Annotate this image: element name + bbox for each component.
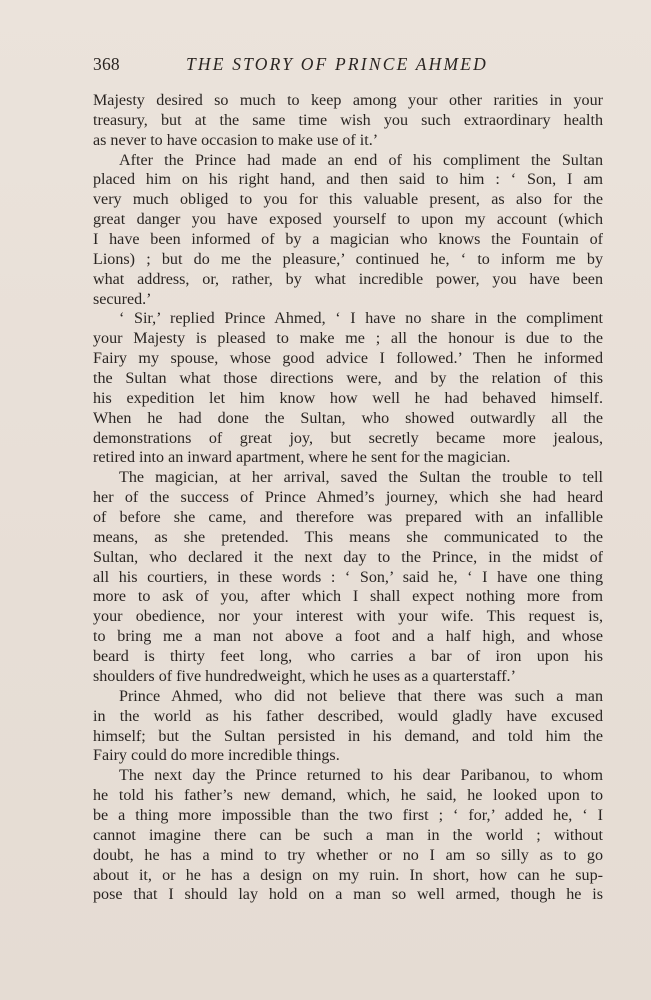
text-line: means, as she pretended. This means she communicated to the <box>93 528 603 546</box>
text-line: to bring me a man not above a foot and a half high, and whose <box>93 628 603 646</box>
text-line: all his courtiers, in these words : ‘ Son,’ said he, ‘ I have one thing <box>93 568 603 586</box>
text-line: about it, or he has a design on my ruin. In short, how can he sup- <box>93 866 603 884</box>
text-line: the Sultan what those directions were, and by the relation of this <box>93 370 603 388</box>
text-line: shoulders of five hundredweight, which he uses as a quarterstaff.’ <box>93 667 516 685</box>
text-line: After the Prince had made an end of his compliment the Sultan <box>119 151 603 169</box>
text-line: ‘ Sir,’ replied Prince Ahmed, ‘ I have no share in the compliment <box>119 310 603 328</box>
text-line: as never to have occasion to make use of it.’ <box>93 131 379 149</box>
text-line: your obedience, nor your interest with your wife. This request is, <box>93 608 603 626</box>
running-title: THE STORY OF PRINCE AHMED <box>186 54 488 74</box>
text-line: beard is thirty feet long, who carries a bar of iron upon his <box>93 648 603 666</box>
text-line: Majesty desired so much to keep among your other rarities in your <box>93 92 603 109</box>
text-line: placed him on his right hand, and then said to him : ‘ Son, I am <box>93 171 603 189</box>
text-line: what address, or, rather, by what incredible power, you have been <box>93 270 603 288</box>
text-line: I have been informed of by a magician who knows the Fountain of <box>93 231 603 249</box>
text-line: more to ask of you, after which I shall expect nothing more from <box>93 588 603 606</box>
text-line: The next day the Prince returned to his dear Paribanou, to whom <box>119 767 603 785</box>
text-line: secured.’ <box>93 290 152 308</box>
text-line: demonstrations of great joy, but secretly became more jealous, <box>93 429 603 447</box>
text-line: Sultan, who declared it the next day to the Prince, in the midst of <box>93 548 603 566</box>
text-line: he told his father’s new demand, which, he said, he looked upon to <box>93 787 603 805</box>
text-line: your Majesty is pleased to make me ; all the honour is due to the <box>93 330 603 348</box>
text-line: When he had done the Sultan, who showed outwardly all the <box>93 409 603 427</box>
text-line: retired into an inward apartment, where he sent for the magician. <box>93 449 511 467</box>
body-text <box>93 91 603 905</box>
text-line: very much obliged to you for this valuable present, as also for the <box>93 191 603 209</box>
text-line: in the world as his father described, would gladly have excused <box>93 707 603 725</box>
text-line: great danger you have exposed yourself to upon my account (which <box>93 211 603 229</box>
text-line: Fairy could do more incredible things. <box>93 747 340 765</box>
text-line: doubt, he has a mind to try whether or no I am so silly as to go <box>93 846 603 864</box>
text-line: of before she came, and therefore was prepared with an infallible <box>93 509 603 527</box>
text-line: treasury, but at the same time wish you such extraordinary health <box>93 111 603 129</box>
page-header <box>93 54 603 80</box>
text-line: himself; but the Sultan persisted in his demand, and told him the <box>93 727 603 745</box>
text-line: Lions) ; but do me the pleasure,’ continued he, ‘ to inform me by <box>93 250 603 268</box>
page-number: 368 <box>93 54 120 74</box>
text-line: Fairy my spouse, whose good advice I followed.’ Then he informed <box>93 350 603 368</box>
text-line: The magician, at her arrival, saved the Sultan the trouble to tell <box>119 469 603 487</box>
text-line: be a thing more impossible than the two first ; ‘ for,’ added he, ‘ I <box>93 806 603 824</box>
text-line: her of the success of Prince Ahmed’s journey, which she had heard <box>93 489 603 507</box>
text-line: cannot imagine there can be such a man in the world ; without <box>93 826 603 844</box>
text-line: pose that I should lay hold on a man so well armed, though he is <box>93 886 603 904</box>
text-line: his expedition let him know how well he had behaved himself. <box>93 389 603 407</box>
text-line: Prince Ahmed, who did not believe that there was such a man <box>119 687 603 705</box>
